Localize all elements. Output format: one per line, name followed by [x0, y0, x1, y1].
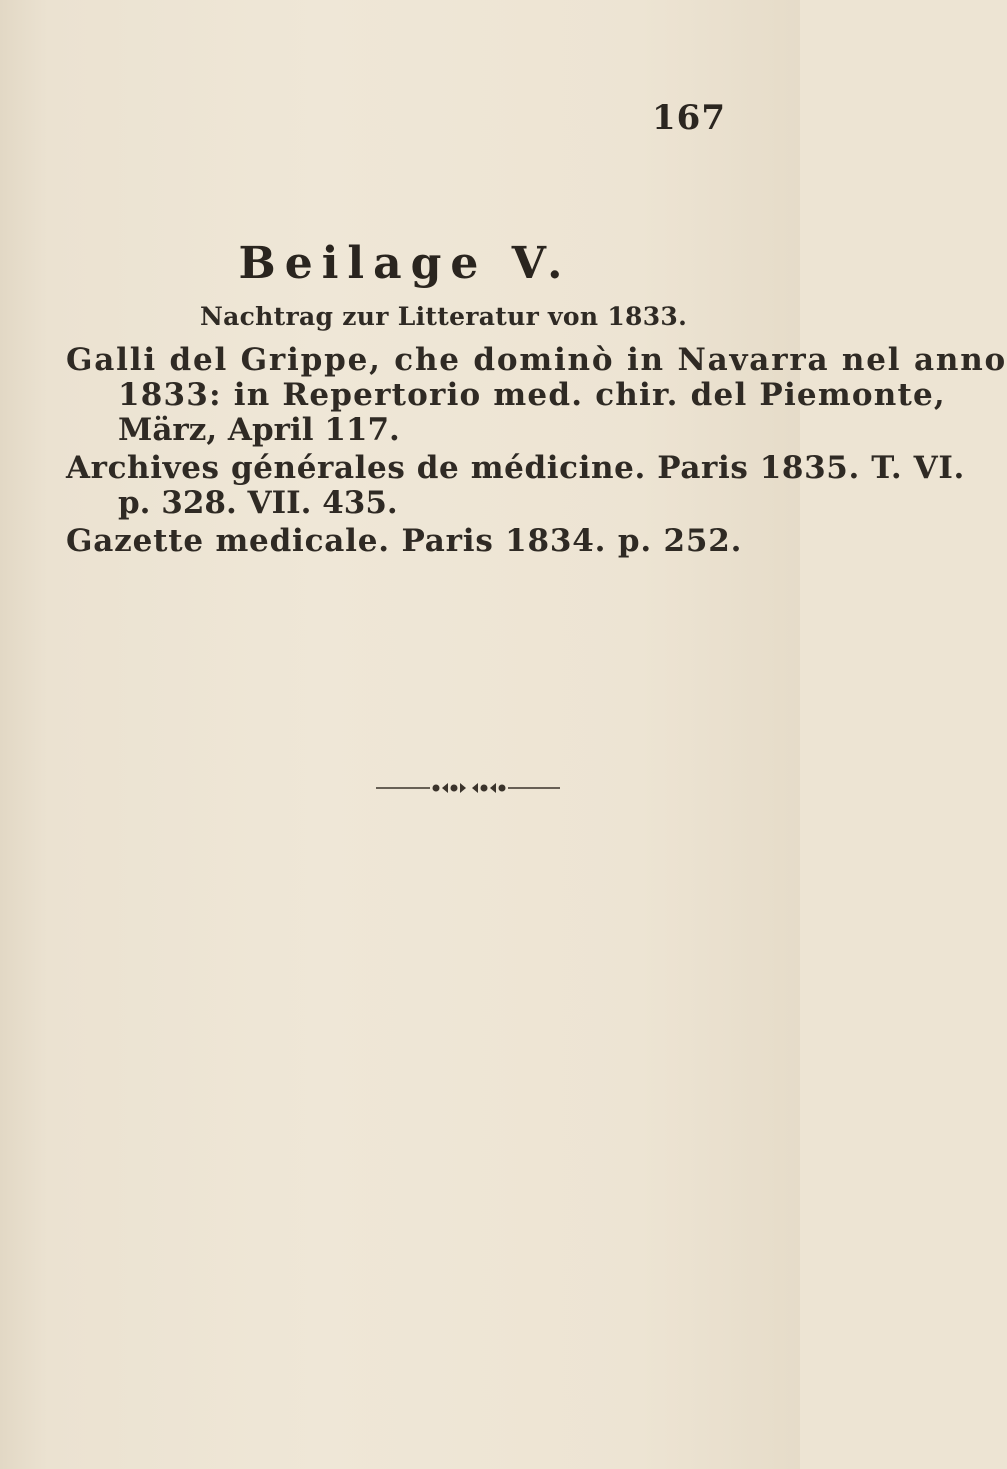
- decorative-rule-ornament: [368, 778, 568, 798]
- entry-line: März, April 117.: [118, 412, 400, 448]
- bibliography-entry: [66, 342, 1007, 448]
- appendix-heading: Beilage V.: [238, 238, 572, 289]
- entry-line: Galli del Grippe, che dominò in Navarra nel anno: [66, 342, 1007, 378]
- bibliography-list: [66, 342, 1007, 562]
- entry-line: Gazette medicale. Paris 1834. p. 252.: [66, 523, 743, 559]
- bibliography-entry: [66, 450, 965, 521]
- entry-line: 1833: in Repertorio med. chir. del Piemonte,: [118, 377, 946, 413]
- page-number: 167: [652, 98, 726, 138]
- entry-line: p. 328. VII. 435.: [118, 485, 398, 521]
- entry-line: Archives générales de médicine. Paris 1835. T. VI.: [66, 450, 965, 486]
- bibliography-entry: [66, 524, 766, 559]
- section-subheading: Nachtrag zur Litteratur von 1833.: [200, 302, 688, 331]
